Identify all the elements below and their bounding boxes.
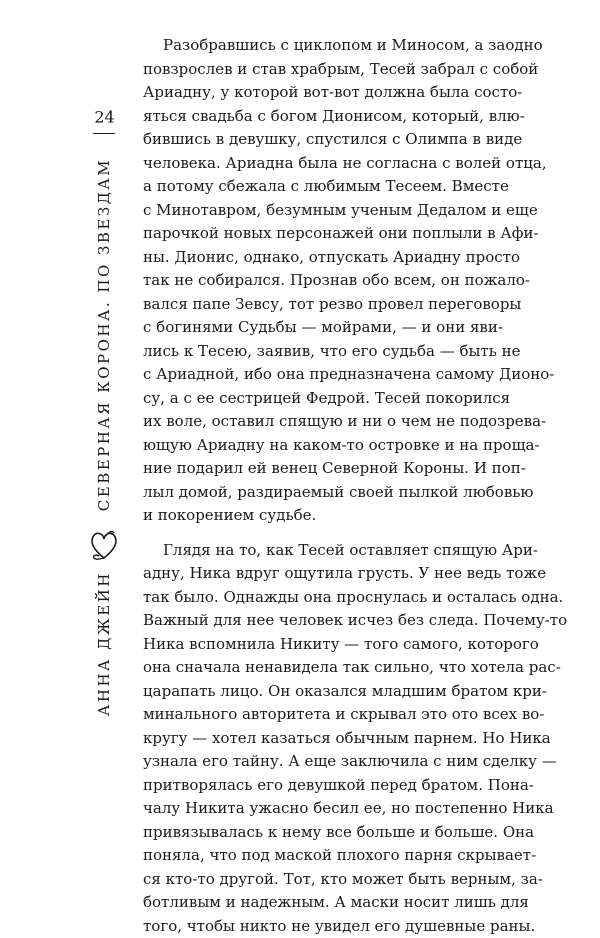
book-title: СЕВЕРНАЯ КОРОНА. ПО ЗВЕЗДАМ	[95, 158, 113, 511]
paragraph	[143, 539, 502, 938]
text-line: лись к Тесею, заявив, что его судьба — быть не	[143, 340, 502, 364]
author-name: АННА ДЖЕЙН	[95, 571, 113, 716]
text-line: притворялась его девушкой перед братом. Пона-	[143, 774, 502, 798]
text-line: так не собирался. Прознав обо всем, он пожало-	[143, 269, 502, 293]
text-line: яться свадьба с богом Дионисом, который, влю-	[143, 105, 502, 129]
text-line: ющую Ариадну на каком-то островке и на проща-	[143, 434, 502, 458]
text-line: человека. Ариадна была не согласна с волей отца,	[143, 152, 502, 176]
text-line: ние подарил ей венец Северной Короны. И поп-	[143, 457, 502, 481]
text-line: того, чтобы никто не увидел его душевные раны.	[143, 915, 502, 938]
text-line: Ариадну, у которой вот-вот должна была состо-	[143, 81, 502, 105]
text-line: ботливым и надежным. А маски носит лишь для	[143, 891, 502, 915]
text-line: с Ариадной, ибо она предназначена самому Дионо-	[143, 363, 502, 387]
text-line: вался папе Зевсу, тот резво провел переговоры	[143, 293, 502, 317]
paragraph-gap	[143, 528, 502, 539]
text-line: царапать лицо. Он оказался младшим братом кри-	[143, 680, 502, 704]
page-number-divider	[93, 133, 115, 134]
text-line: су, а с ее сестрицей Федрой. Тесей покорился	[143, 387, 502, 411]
text-line: парочкой новых персонажей они поплыли в Афи-	[143, 222, 502, 246]
text-line: и покорением судьбе.	[143, 504, 502, 528]
text-line: ся кто-то другой. Тот, кто может быть верным, за-	[143, 868, 502, 892]
text-line: узнала его тайну. А еще заключила с ним сделку —	[143, 750, 502, 774]
text-line: с Минотавром, безумным ученым Дедалом и еще	[143, 199, 502, 223]
text-line: бившись в девушку, спустился с Олимпа в виде	[143, 128, 502, 152]
text-line: минального авторитета и скрывал это ото всех во-	[143, 703, 502, 727]
text-line: ны. Дионис, однако, отпускать Ариадну просто	[143, 246, 502, 270]
text-line: поняла, что под маской плохого парня скрывает-	[143, 844, 502, 868]
text-line: так было. Однажды она проснулась и осталась одна.	[143, 586, 502, 610]
text-line: с богинями Судьбы — мойрами, — и они яви-	[143, 316, 502, 340]
text-line: Глядя на то, как Тесей оставляет спящую Ари-	[143, 539, 502, 563]
text-line: привязывалась к нему все больше и больше. Она	[143, 821, 502, 845]
page-number: 24	[92, 107, 116, 126]
text-line: лыл домой, раздираемый своей пылкой любовью	[143, 481, 502, 505]
page-number-group	[93, 105, 115, 138]
running-head	[84, 236, 124, 716]
paragraph	[143, 34, 502, 528]
body-text	[143, 34, 502, 938]
text-line: а потому сбежала с любимым Тесеем. Вместе	[143, 175, 502, 199]
text-line: кругу — хотел казаться обычным парнем. Но Ника	[143, 727, 502, 751]
text-line: адну, Ника вдруг ощутила грусть. У нее ведь тоже	[143, 562, 502, 586]
heart-swirl-icon	[88, 528, 120, 562]
text-line: Важный для нее человек исчез без следа. Почему-то	[143, 609, 502, 633]
text-line: их воле, оставил спящую и ни о чем не подозрева-	[143, 410, 502, 434]
text-line: она сначала ненавидела так сильно, что хотела рас-	[143, 656, 502, 680]
text-line: чалу Никита ужасно бесил ее, но постепенно Ника	[143, 797, 502, 821]
text-line: Ника вспомнила Никиту — того самого, которого	[143, 633, 502, 657]
text-line: Разобравшись с циклопом и Миносом, а заодно	[143, 34, 502, 58]
text-line: повзрослев и став храбрым, Тесей забрал с собой	[143, 58, 502, 82]
